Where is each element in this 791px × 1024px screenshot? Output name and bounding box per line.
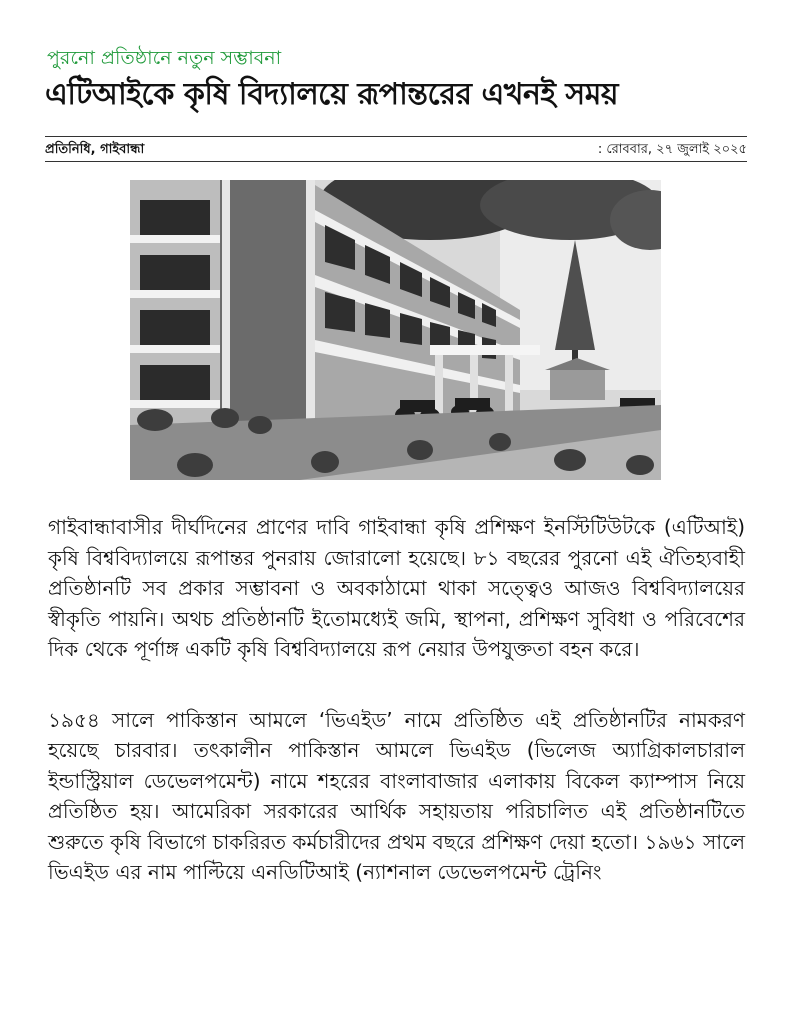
byline: প্রতিনিধি, গাইবান্ধা [45,142,145,157]
meta-bar [45,136,747,162]
kicker: পুরনো প্রতিষ্ঠানে নতুন সম্ভাবনা [47,47,282,69]
dateline: : রোববার, ২৭ জুলাই ২০২৫ [597,142,747,157]
article-paragraph-1: গাইবান্ধাবাসীর দীর্ঘদিনের প্রাণের দাবি গাইবান্ধা কৃষি প্রশিক্ষণ ইনস্টিটিউটকে (এটিআই) কৃষি বিশ্ববিদ্যালয়ে রূপান্তর পুনরায় জোরালো হয়েছে। ৮১ বছরের পুরনো এই ঐতিহ্যবাহী প্রতিষ্ঠানটি সব প্রকার সম্ভাবনা ও অবকাঠামো থাকা সত্ত্বেও আজও বিশ্ববিদ্যালয়ের স্বীকৃতি পায়নি। অথচ প্রতিষ্ঠানটি ইতোমধ্যেই জমি, স্থাপনা, প্রশিক্ষণ সুবিধা ও পরিবেশের দিক থেকে পূর্ণাঙ্গ একটি কৃষি বিশ্ববিদ্যালয়ে রূপ নেয়ার উপযুক্ততা বহন করে। [48,515,745,661]
building-photo-icon [130,180,661,480]
article-photo [130,180,661,480]
headline: এটিআইকে কৃষি বিদ্যালয়ে রূপান্তরের এখনই সময় [45,77,619,112]
article-paragraph-2: ১৯৫৪ সালে পাকিস্তান আমলে ‘ভিএইড’ নামে প্রতিষ্ঠিত এই প্রতিষ্ঠানটির নামকরণ হয়েছে চারবার। তৎকালীন পাকিস্তান আমলে ভিএইড (ভিলেজ অ্যাগ্রিকালচারাল ইন্ডাস্ট্রিয়াল ডেভেলপমেন্ট) নামে শহরের বাংলাবাজার এলাকায় বিকেল ক্যাম্পাস নিয়ে প্রতিষ্ঠিত হয়। আমেরিকা সরকারের আর্থিক সহায়তায় পরিচালিত এই প্রতিষ্ঠানটিতে শুরুতে কৃষি বিভাগে চাকরিরত কর্মচারীদের প্রথম বছরে প্রশিক্ষণ দেয়া হতো। ১৯৬১ সালে ভিএইড এর নাম পাল্টিয়ে এনডিটিআই (ন্যাশনাল ডেভেলপমেন্ট ট্রেনিং [48,707,745,884]
article-body [48,512,745,888]
